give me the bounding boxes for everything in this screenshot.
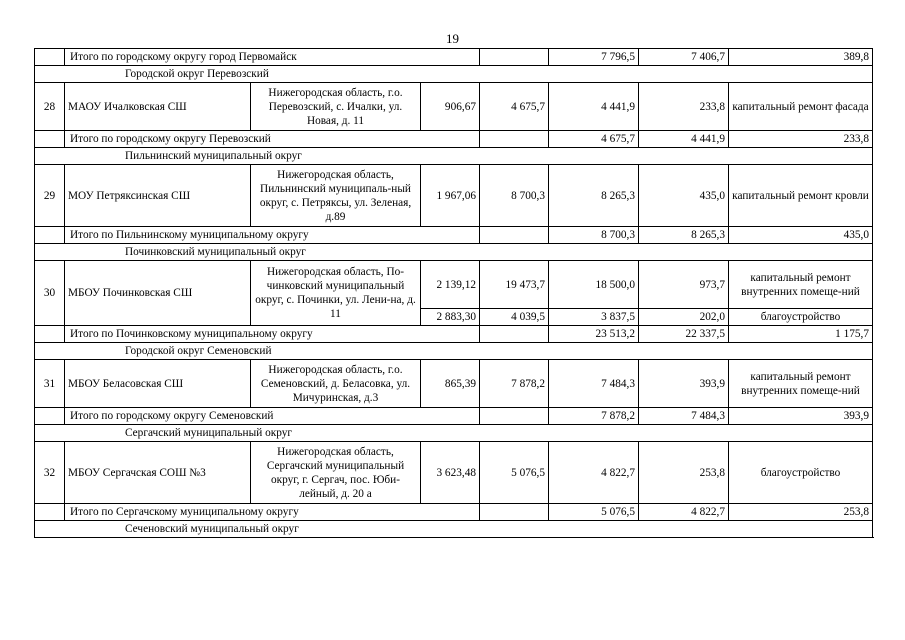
work-type: капитальный ремонт фасада [729, 83, 873, 131]
work-type: капитальный ремонт кровли [729, 165, 873, 227]
total-value-2: 7 484,3 [639, 408, 729, 425]
cost-total: 4 039,5 [480, 309, 549, 326]
cost-local: 202,0 [639, 309, 729, 326]
total-value-3: 435,0 [729, 227, 873, 244]
area-value: 1 967,06 [421, 165, 480, 227]
empty-cell [35, 408, 65, 425]
school-name: МОУ Петряксинская СШ [65, 165, 251, 227]
school-address: Нижегородская область, г.о. Семеновский, д. Беласовка, ул. Мичуринская, д.3 [251, 360, 421, 408]
total-row [35, 504, 873, 521]
total-value-1: 23 513,2 [549, 326, 639, 343]
total-value-3: 233,8 [729, 131, 873, 148]
cost-total: 7 878,2 [480, 360, 549, 408]
district-label: Пильнинский муниципальный округ [35, 148, 873, 165]
total-label: Итого по городскому округу город Первомайск [65, 49, 480, 66]
school-address: Нижегородская область, Пильнинский муниципаль-ный округ, с. Петряксы, ул. Зеленая, д.89 [251, 165, 421, 227]
empty-cell [480, 131, 549, 148]
empty-cell [35, 49, 65, 66]
cost-local: 233,8 [639, 83, 729, 131]
school-address: Нижегородская область, По-чинковский муниципальный округ, с. Починки, ул. Лени-на, д. 11 [251, 261, 421, 326]
total-label: Итого по Пильнинскому муниципальному округу [65, 227, 480, 244]
cost-local: 253,8 [639, 442, 729, 504]
total-label: Итого по Сергачскому муниципальному округу [65, 504, 480, 521]
total-value-2: 22 337,5 [639, 326, 729, 343]
school-repair-table [34, 48, 873, 538]
work-type: капитальный ремонт внутренних помеще-ний [729, 261, 873, 309]
cost-total: 19 473,7 [480, 261, 549, 309]
table-body [35, 49, 873, 538]
school-row [35, 261, 873, 309]
cost-local: 393,9 [639, 360, 729, 408]
school-address: Нижегородская область, Сергачский муниципальный округ, г. Сергач, пос. Юби-лейный, д. 20 а [251, 442, 421, 504]
total-value-2: 8 265,3 [639, 227, 729, 244]
row-number: 32 [35, 442, 65, 504]
school-address: Нижегородская область, г.о. Перевозский, с. Ичалки, ул. Новая, д. 11 [251, 83, 421, 131]
total-row [35, 326, 873, 343]
district-row [35, 66, 873, 83]
empty-cell [35, 326, 65, 343]
total-value-1: 5 076,5 [549, 504, 639, 521]
empty-cell [35, 131, 65, 148]
row-number: 29 [35, 165, 65, 227]
cost-total: 8 700,3 [480, 165, 549, 227]
cost-federal: 8 265,3 [549, 165, 639, 227]
empty-cell [480, 227, 549, 244]
school-name: МБОУ Починковская СШ [65, 261, 251, 326]
row-number: 31 [35, 360, 65, 408]
cost-federal: 18 500,0 [549, 261, 639, 309]
district-row [35, 521, 873, 538]
district-row [35, 425, 873, 442]
cost-local: 973,7 [639, 261, 729, 309]
page-number: 19 [446, 31, 459, 46]
school-name: МБОУ Сергачская СОШ №3 [65, 442, 251, 504]
work-type: благоустройство [729, 309, 873, 326]
district-row [35, 244, 873, 261]
work-type: благоустройство [729, 442, 873, 504]
cost-total: 4 675,7 [480, 83, 549, 131]
school-row [35, 360, 873, 408]
school-row [35, 442, 873, 504]
cost-federal: 7 484,3 [549, 360, 639, 408]
total-value-3: 393,9 [729, 408, 873, 425]
total-value-3: 389,8 [729, 49, 873, 66]
school-name: МБОУ Беласовская СШ [65, 360, 251, 408]
school-name: МАОУ Ичалковская СШ [65, 83, 251, 131]
district-label: Сеченовский муниципальный округ [35, 521, 873, 538]
total-row [35, 49, 873, 66]
empty-cell [480, 49, 549, 66]
school-row [35, 83, 873, 131]
total-value-2: 7 406,7 [639, 49, 729, 66]
row-number: 28 [35, 83, 65, 131]
cost-local: 435,0 [639, 165, 729, 227]
total-value-1: 7 878,2 [549, 408, 639, 425]
total-label: Итого по городскому округу Перевозский [65, 131, 480, 148]
empty-cell [480, 504, 549, 521]
area-value: 2 139,12 [421, 261, 480, 309]
row-number: 30 [35, 261, 65, 326]
cost-federal: 4 441,9 [549, 83, 639, 131]
total-value-1: 4 675,7 [549, 131, 639, 148]
total-row [35, 408, 873, 425]
district-label: Сергачский муниципальный округ [35, 425, 873, 442]
school-row [35, 165, 873, 227]
total-value-3: 253,8 [729, 504, 873, 521]
cost-total: 5 076,5 [480, 442, 549, 504]
district-label: Городской округ Перевозский [35, 66, 873, 83]
total-value-3: 1 175,7 [729, 326, 873, 343]
total-label: Итого по городскому округу Семеновский [65, 408, 480, 425]
area-value: 2 883,30 [421, 309, 480, 326]
district-row [35, 343, 873, 360]
empty-cell [480, 408, 549, 425]
cost-federal: 4 822,7 [549, 442, 639, 504]
empty-cell [35, 504, 65, 521]
cost-federal: 3 837,5 [549, 309, 639, 326]
work-type: капитальный ремонт внутренних помеще-ний [729, 360, 873, 408]
total-value-2: 4 441,9 [639, 131, 729, 148]
district-label: Городской округ Семеновский [35, 343, 873, 360]
area-value: 906,67 [421, 83, 480, 131]
total-value-1: 8 700,3 [549, 227, 639, 244]
total-row [35, 227, 873, 244]
area-value: 3 623,48 [421, 442, 480, 504]
total-label: Итого по Починковскому муниципальному округу [65, 326, 480, 343]
empty-cell [35, 227, 65, 244]
empty-cell [480, 326, 549, 343]
district-label: Починковский муниципальный округ [35, 244, 873, 261]
total-value-1: 7 796,5 [549, 49, 639, 66]
area-value: 865,39 [421, 360, 480, 408]
district-row [35, 148, 873, 165]
total-value-2: 4 822,7 [639, 504, 729, 521]
total-row [35, 131, 873, 148]
